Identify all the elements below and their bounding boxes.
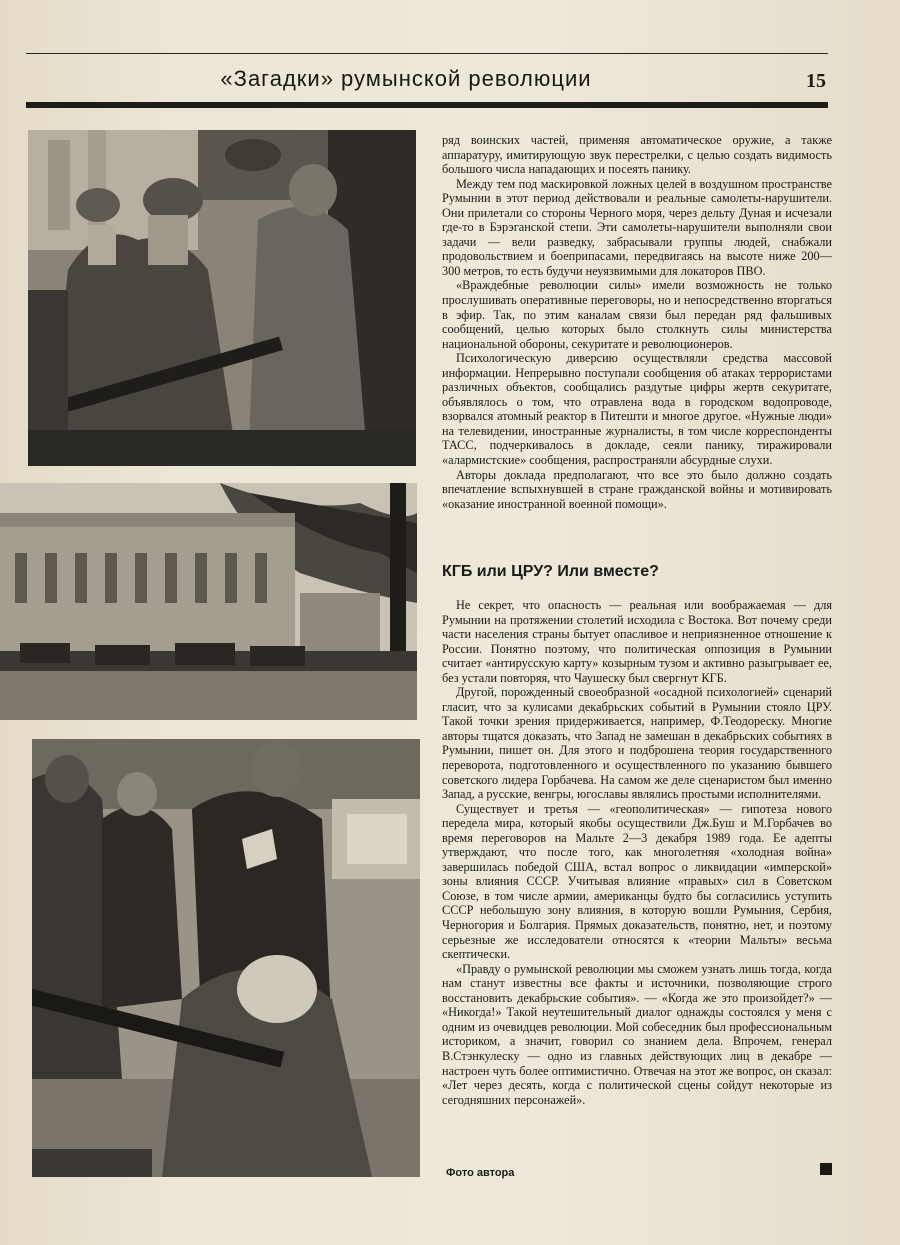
photo-building-tanks (0, 483, 417, 720)
article-column-lower (442, 598, 832, 1107)
section-subheading: КГБ или ЦРУ? Или вместе? (442, 563, 659, 580)
paragraph: Другой, порожденный своеобразной «осадной психологией» сценарий гласит, что за кулисами декабрьских событий в Румынии стояло ЦРУ. Такой точки зрения придерживается, например, Ф.Теодореску. Многие авторы тщатся доказать, что Запад не замешан в декабрьских событиях в Румынии, пишет он. Для этого и подброшена теория государственного переворота, подготовленного и осуществленного по указанию бывшего советского лидера Горбачева. На самом же деле сценаристом был именно Запад, а русские, венгры, югославы являлись простыми исполнителями. (442, 685, 832, 802)
paragraph: Психологическую диверсию осуществляли средства массовой информации. Непрерывно поступали сообщения об атаках террористами различных объектов, сообщались раздутые цифры жертв секуритате, объявлялось о том, что отравлена вода в городском водопроводе, взорвался атомный реактор в Питешти и многое другое. «Нужные люди» на телевидении, иностранные журналисты, в том числе корреспонденты ТАСС, подчеркивалось в докладе, сеяли панику, тиражировали «алармистские» сообщения, распространяли абсурдные слухи. (442, 351, 832, 468)
paragraph: Авторы доклада предполагают, что все это было должно создать впечатление вспыхнувшей в стране гражданской войны и мотивировать «оказание иностранной военной помощи». (442, 467, 832, 511)
paragraph: «Правду о румынской революции мы сможем узнать лишь тогда, когда нам станут известны все факты и источники, позволяющие строго восстановить декабрьские события». — «Когда же это произойдет?» — «Никогда!» Такой неутешительный диалог однажды состоялся у меня с одним из очевидцев революции. Мой собеседник был профессиональным историком, а значит, говорил со знанием дела. Впрочем, генерал В.Стэнкулеску — одно из главных действующих лиц в декабре — настроен чуть более оптимистично. Отвечая на этот же вопрос, он сказал: «Лет через десять, когда с политической сцены сойдут некоторые из сегодняшних персонажей». (442, 961, 832, 1107)
end-mark-icon (820, 1163, 832, 1175)
page-header-title: «Загадки» румынской революции (220, 66, 592, 91)
paragraph: Существует и третья — «геополитическая» — гипотеза нового передела мира, который якобы осуществили Дж.Буш и М.Горбачев во время переговоров на Мальте 2—3 декабря 1989 года. Ее адепты утверждают, что после того, как многолетняя «холодная война» завершилась победой США, встал вопрос о ликвидации «имперской» зоны влияния СССР. Учитывая влияние «правых» сил в Советском Союзе, в том числе армии, американцы будто бы согласились уступить СССР небольшую зону влияния, в которую вошли Румыния, Сербия, Черногория и Болгария. Прямых доказательств, понятно, нет, и поэтому серьезные же исследователи относятся к «теории Мальты» весьма скептически. (442, 801, 832, 962)
photo-armed-civilians (32, 739, 420, 1177)
paragraph: Не секрет, что опасность — реальная или воображаемая — для Румынии на протяжении столетий исходила с Востока. Вот почему среди части населения страны бытует опасливое и неприязненное отношение к России. Понятно поэтому, что политическая оппозиция в Румынии считает «антирусскую карту» козырным тузом и активно разыгрывает ее, без устали повторяя, что Чаушеску был свергнут КГБ. (442, 598, 832, 685)
paragraph: Между тем под маскировкой ложных целей в воздушном пространстве Румынии в этот период действовали и реальные самолеты-нарушители. Они прилетали со стороны Черного моря, через дельту Дуная и исчезали где-то в Бэрэганской степи. Эти самолеты-нарушители выполняли свои задачи — вели разведку, забрасывали группы людей, снабжали продовольствием и боеприпасами, передвигаясь на высоте ниже 200—300 метров, то есть будучи неуязвимыми для локаторов ПВО. (442, 176, 832, 278)
article-column-upper (442, 133, 832, 511)
photo-soldiers (28, 130, 416, 466)
page-number: 15 (806, 70, 826, 92)
photo-credit: Фото автора (446, 1167, 515, 1179)
header-rule (26, 102, 828, 108)
top-rule (26, 53, 828, 54)
paragraph: ряд воинских частей, применяя автоматическое оружие, а также аппаратуру, имитирующую звук перестрелки, с целью создать видимость большого числа нападающих и посеять панику. (442, 133, 832, 177)
paragraph: «Враждебные революции силы» имели возможность не только прослушивать оперативные переговоры, но и непосредственно вторгаться в эфир. Так, по этим каналам связи был передан ряд фальшивых сообщений, целью которых было столкнуть силы министерства национальной обороны, секуритате и революционеров. (442, 278, 832, 351)
